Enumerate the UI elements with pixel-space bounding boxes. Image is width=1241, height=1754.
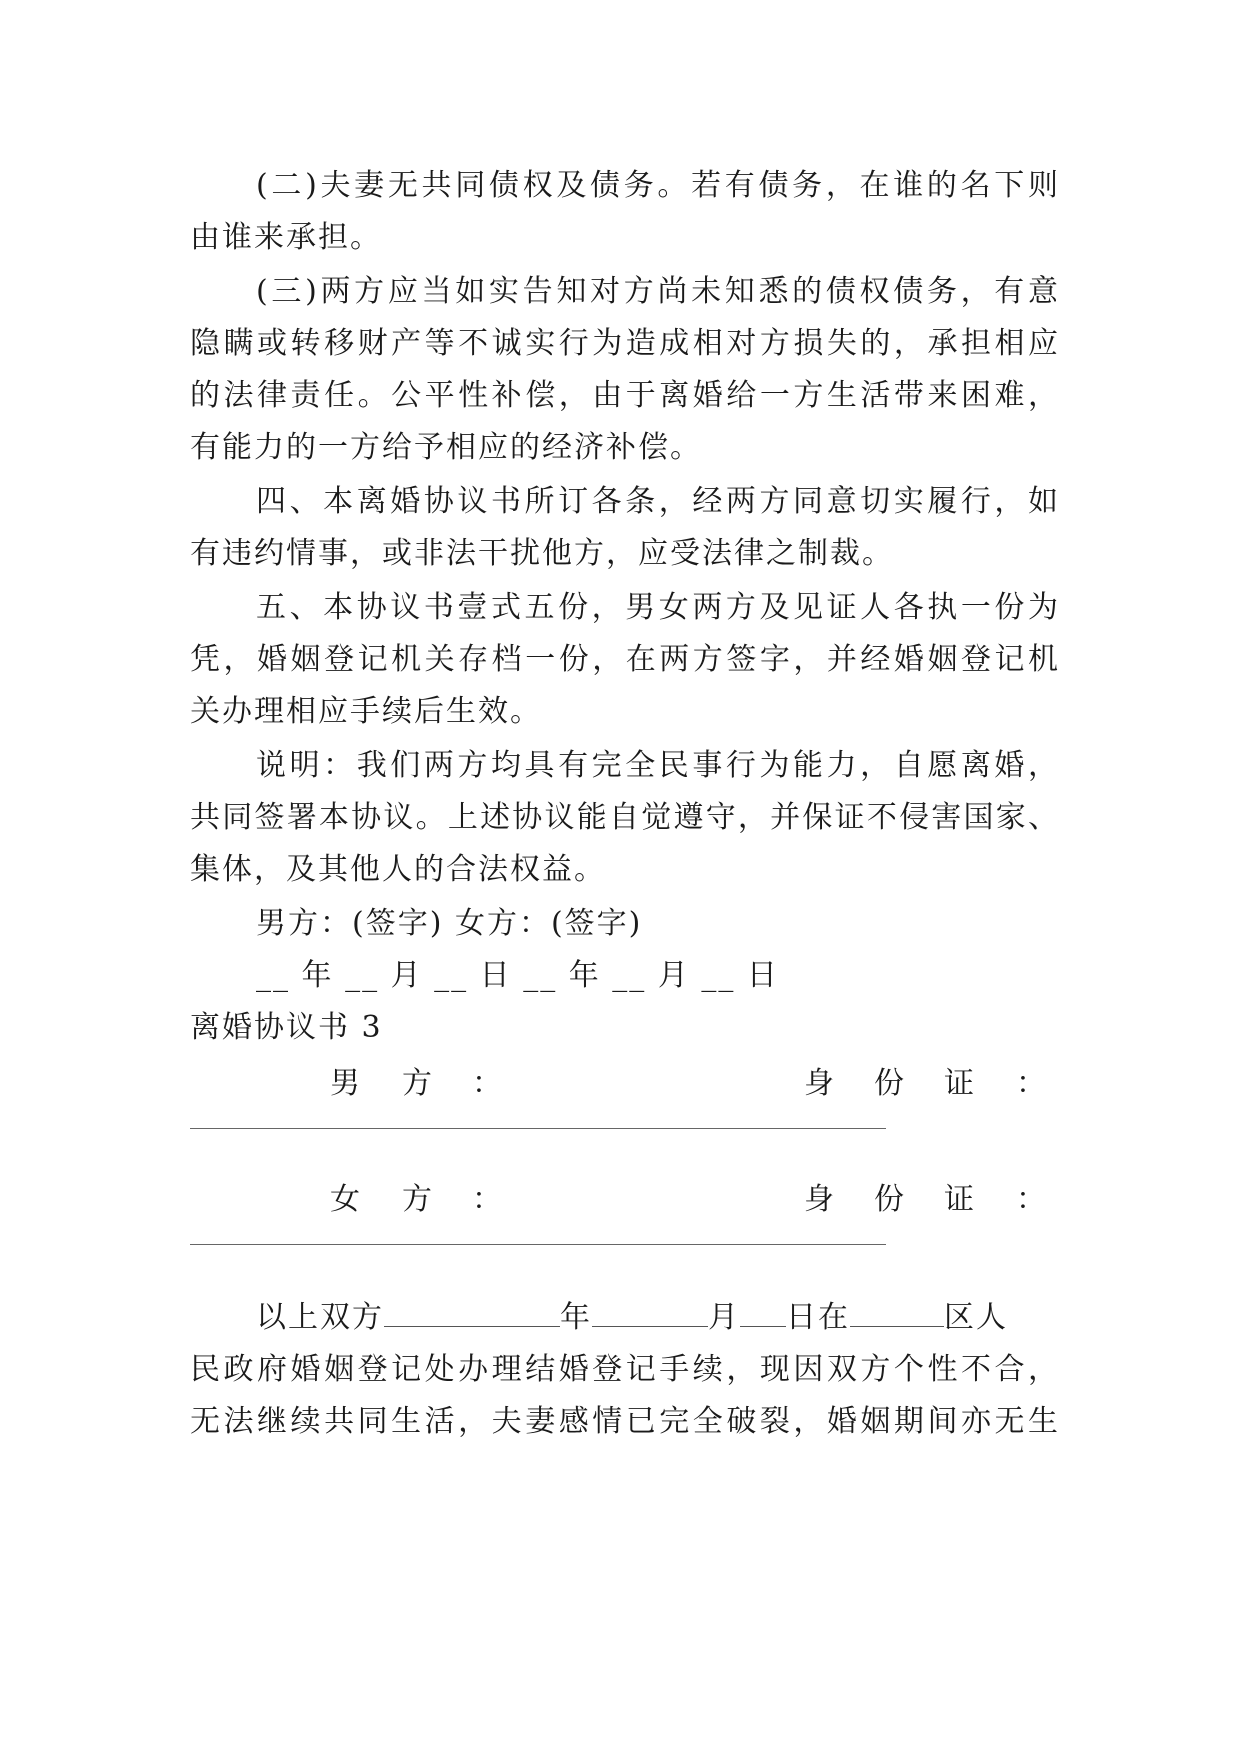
statement-line-3: 集体，及其他人的合法权益。 [190,852,606,887]
article-5-line-3: 关办理相应手续后生效。 [190,694,542,729]
male-party-row [190,1064,1060,1104]
article-5-line-2: 凭，婚姻登记机关存档一份，在两方签字，并经婚姻登记机 [190,642,1060,677]
marriage-text-district: 区人 [944,1300,1008,1335]
marriage-record-line-1 [256,1298,1060,1338]
statement-line-2: 共同签署本协议。上述协议能自觉遵守，并保证不侵害国家、 [190,800,1060,835]
statement-line-1: 说明：我们两方均具有完全民事行为能力，自愿离婚， [256,748,1060,783]
female-id-char-3: 证 [944,1182,974,1217]
male-label-colon: ： [472,1066,502,1101]
clause-3-line-4: 有能力的一方给予相应的经济补偿。 [190,430,702,465]
article-5-line-1: 五、本协议书壹式五份，男女两方及见证人各执一份为 [256,590,1060,625]
clause-3-line-1: (三)两方应当如实告知对方尚未知悉的债权债务，有意 [256,274,1060,309]
signature-line: 男方：(签字) 女方：(签字) [256,906,643,941]
female-id-char-2: 份 [874,1182,904,1217]
marriage-district-blank[interactable] [850,1298,944,1327]
male-label-char-1: 男 [330,1066,360,1101]
clause-3-line-2: 隐瞒或转移财产等不诚实行为造成相对方损失的，承担相应 [190,326,1060,361]
clause-2-line-1: (二)夫妻无共同债权及债务。若有债务，在谁的名下则 [256,168,1060,203]
male-label-char-2: 方 [402,1066,432,1101]
female-id-colon: ： [1016,1182,1046,1217]
article-4-line-2: 有违约情事，或非法干扰他方，应受法律之制裁。 [190,536,894,571]
male-id-blank[interactable] [190,1128,886,1129]
male-id-char-3: 证 [944,1066,974,1101]
marriage-text-year: 年 [560,1300,592,1335]
male-id-char-2: 份 [874,1066,904,1101]
article-4-line-1: 四、本离婚协议书所订各条，经两方同意切实履行，如 [256,484,1060,519]
clause-2-line-2: 由谁来承担。 [190,220,382,255]
female-id-blank[interactable] [190,1244,886,1245]
marriage-month-blank[interactable] [592,1298,708,1327]
marriage-record-line-3: 无法继续共同生活，夫妻感情已完全破裂，婚姻期间亦无生 [190,1404,1060,1439]
female-id-char-1: 身 [804,1182,834,1217]
male-id-colon: ： [1016,1066,1046,1101]
date-line: __ 年 __ 月 __ 日 __ 年 __ 月 __ 日 [256,958,779,993]
clause-3-line-3: 的法律责任。公平性补偿，由于离婚给一方生活带来困难， [190,378,1060,413]
marriage-text-month: 月 [708,1300,740,1335]
marriage-record-line-2: 民政府婚姻登记处办理结婚登记手续，现因双方个性不合， [190,1352,1060,1387]
male-id-char-1: 身 [804,1066,834,1101]
female-party-row [190,1180,1060,1220]
female-label-char-2: 方 [402,1182,432,1217]
marriage-year-blank[interactable] [384,1298,560,1327]
female-label-colon: ： [472,1182,502,1217]
marriage-day-blank[interactable] [740,1298,786,1327]
section-title: 离婚协议书 3 [190,1010,383,1045]
marriage-text-1: 以上双方 [256,1300,384,1335]
marriage-text-day: 日在 [786,1300,850,1335]
female-label-char-1: 女 [330,1182,360,1217]
